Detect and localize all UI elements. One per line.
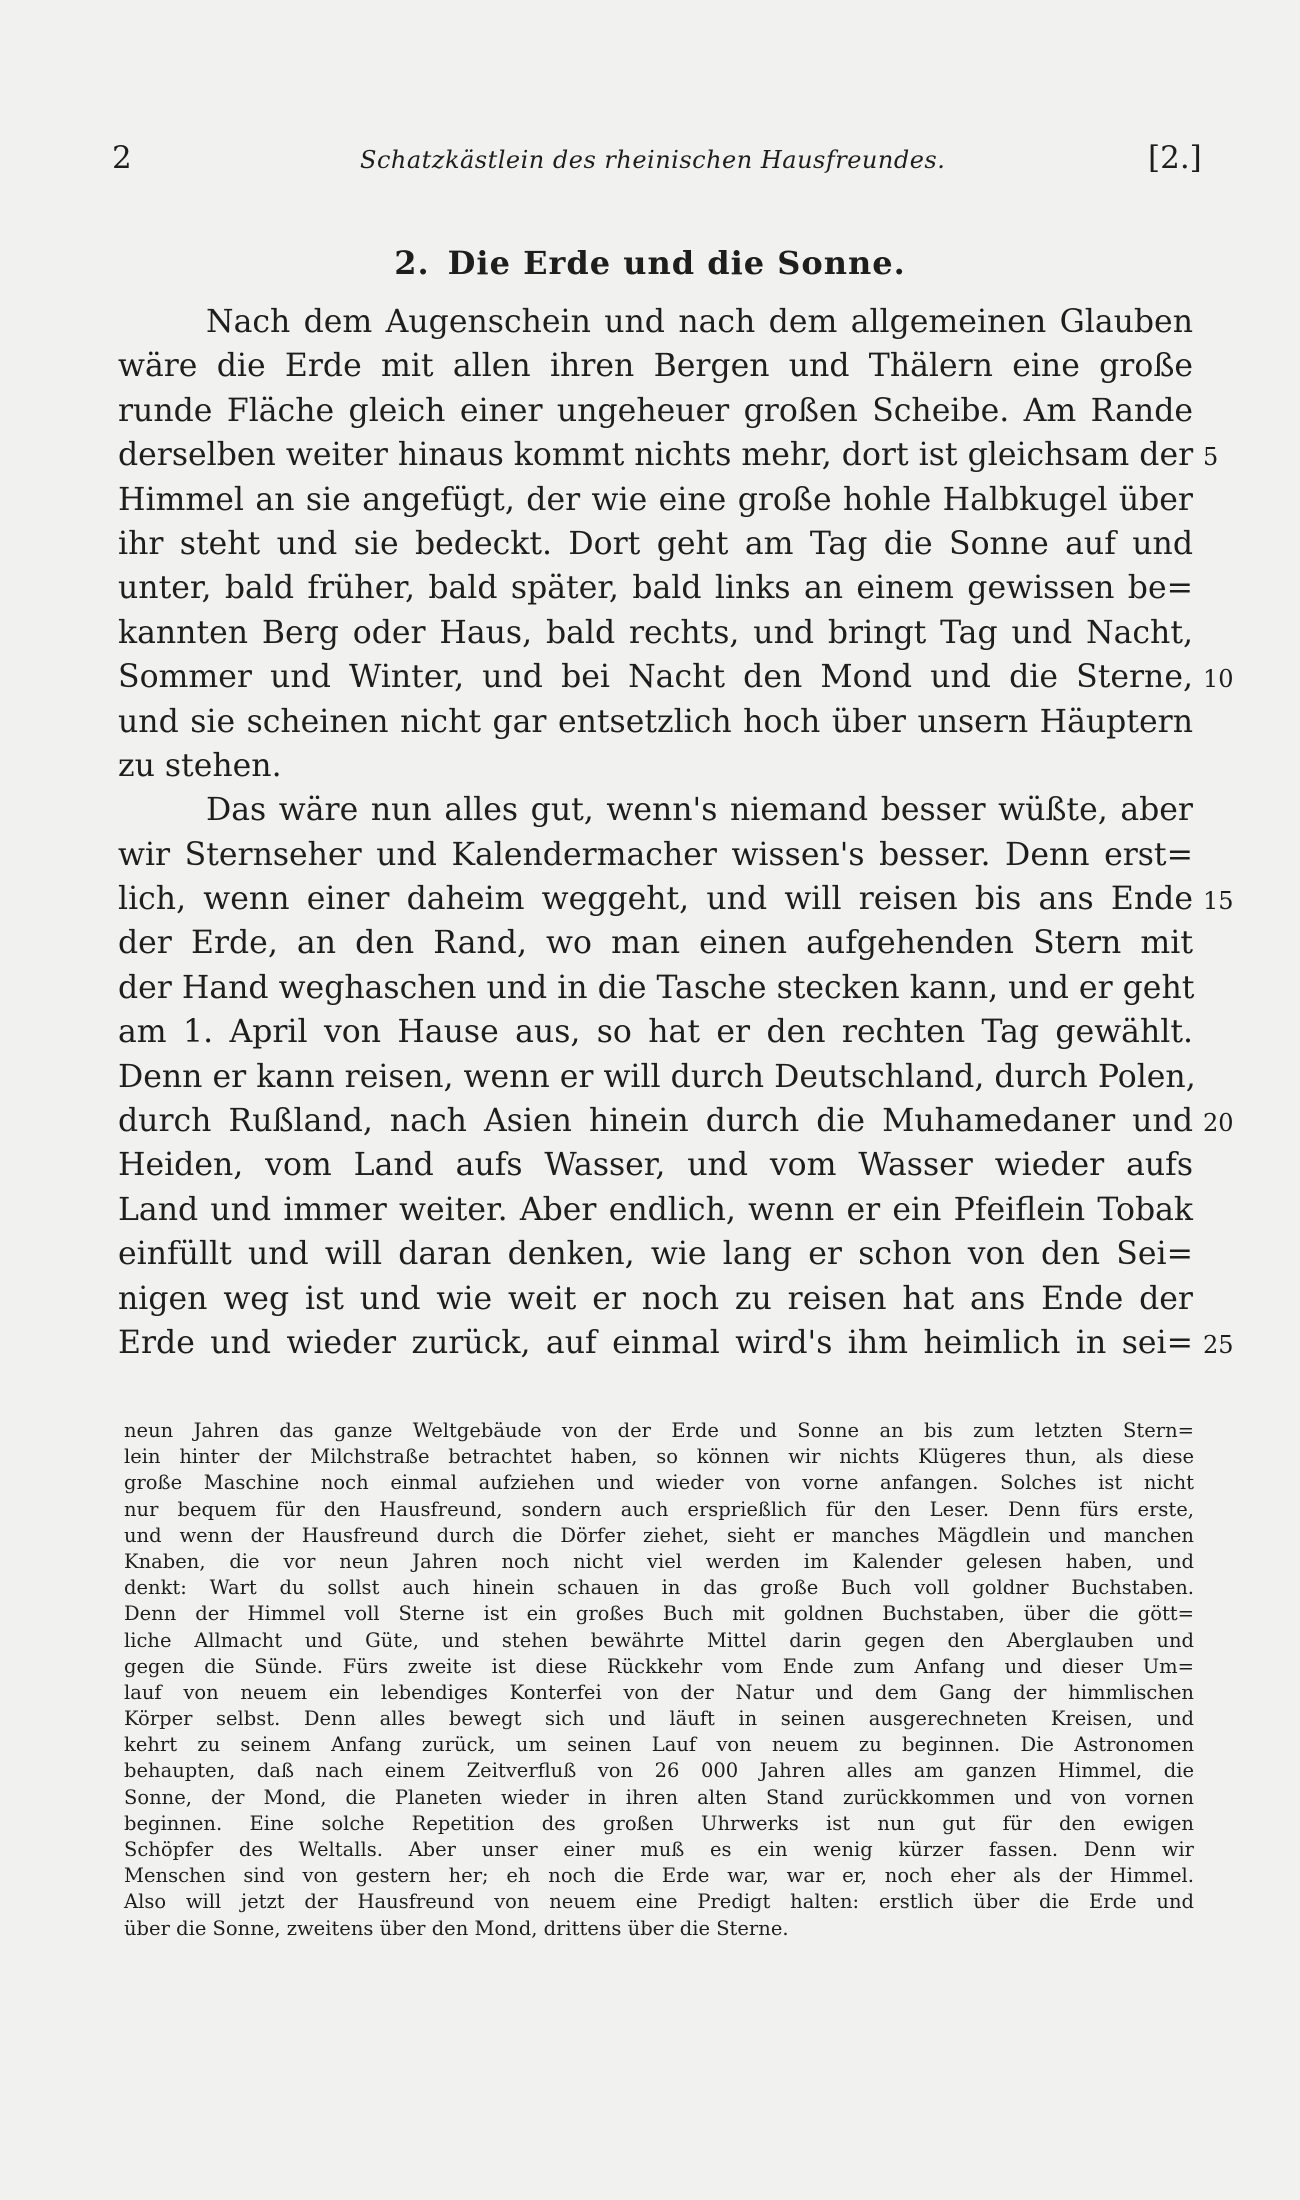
text-line bbox=[118, 1143, 1193, 1187]
text-line-content: ihr steht und sie bedeckt. Dort geht am Tag die Sonne auf und bbox=[118, 525, 1193, 562]
text-line-content: unter, bald früher, bald später, bald links an einem gewissen be= bbox=[118, 570, 1193, 607]
text-line-content: wäre die Erde mit allen ihren Bergen und Thälern eine große bbox=[118, 348, 1193, 385]
text-line bbox=[118, 1321, 1234, 1365]
text-line bbox=[118, 389, 1193, 433]
footnote-line: Schöpfer des Weltalls. Aber unser einer muß es ein wenig kürzer fassen. Denn wir bbox=[124, 1838, 1194, 1861]
footnote-line: liche Allmacht und Güte, und stehen bewährte Mittel darin gegen den Aberglauben und bbox=[124, 1628, 1194, 1652]
text-line bbox=[118, 1055, 1196, 1099]
text-line bbox=[118, 300, 1193, 344]
text-line bbox=[118, 433, 1219, 477]
footnote-line: Knaben, die vor neun Jahren noch nicht viel werden im Kalender gelesen haben, und bbox=[124, 1549, 1194, 1573]
line-number: 20 bbox=[1203, 1109, 1234, 1138]
footnote-line: Denn der Himmel voll Sterne ist ein großes Buch mit goldnen Buchstaben, über die gött= bbox=[124, 1602, 1194, 1626]
footnote-line: denkt: Wart du sollst auch hinein schauen in das große Buch voll goldner Buchstaben. bbox=[124, 1576, 1194, 1600]
text-line-content: Heiden, vom Land aufs Wasser, und vom Wasser wieder aufs bbox=[118, 1147, 1193, 1184]
text-line bbox=[118, 522, 1193, 566]
text-line bbox=[118, 877, 1234, 921]
text-line-content: Sommer und Winter, und bei Nacht den Mond und die Sterne, bbox=[118, 659, 1193, 696]
text-line-content: und sie scheinen nicht gar entsetzlich hoch über unsern Häuptern bbox=[118, 703, 1193, 740]
text-line-content: der Hand weghaschen und in die Tasche stecken kann, und er geht bbox=[118, 969, 1195, 1006]
section-heading bbox=[0, 244, 1300, 282]
footnote-line: lein hinter der Milchstraße betrachtet haben, so können wir nichts Klügeres thun, als diese bbox=[124, 1445, 1194, 1469]
footnote-line: große Maschine noch einmal aufziehen und wieder von vorne anfangen. Solches ist nicht bbox=[124, 1471, 1194, 1495]
text-line-content: wir Sternseher und Kalendermacher wissen's besser. Denn erst= bbox=[118, 836, 1193, 873]
text-line-content: Nach dem Augenschein und nach dem allgemeinen Glauben bbox=[206, 304, 1193, 340]
text-line bbox=[118, 788, 1193, 832]
text-line bbox=[118, 833, 1193, 877]
text-line-content: Denn er kann reisen, wenn er will durch Deutschland, durch Polen, bbox=[118, 1058, 1196, 1095]
footnote-line: kehrt zu seinem Anfang zurück, um seinen Lauf von neuem zu beginnen. Die Astronomen bbox=[124, 1733, 1194, 1757]
text-line bbox=[118, 1099, 1234, 1143]
section-reference: [2.] bbox=[1148, 140, 1202, 176]
text-line-content: lich, wenn einer daheim weggeht, und will reisen bis ans Ende bbox=[118, 881, 1193, 918]
text-line-content: durch Rußland, nach Asien hinein durch die Muhamedaner und bbox=[118, 1103, 1193, 1140]
footnote-line: nur bequem für den Hausfreund, sondern auch ersprießlich für den Leser. Denn fürs erste, bbox=[124, 1497, 1194, 1521]
line-number: 5 bbox=[1203, 443, 1219, 472]
footnote-line: behaupten, daß nach einem Zeitverfluß von 26 000 Jahren alles am ganzen Himmel, die bbox=[124, 1759, 1194, 1783]
text-line-content: runde Fläche gleich einer ungeheuer großen Scheibe. Am Rande bbox=[118, 392, 1193, 429]
footnote-line: Also will jetzt der Hausfreund von neuem eine Predigt halten: erstlich über die Erde und bbox=[124, 1890, 1194, 1914]
footnote-line: Sonne, der Mond, die Planeten wieder in ihren alten Stand zurückkommen und von vornen bbox=[124, 1785, 1194, 1809]
text-line bbox=[118, 1232, 1193, 1276]
footnote-line: gegen die Sünde. Fürs zweite ist diese Rückkehr vom Ende zum Anfang und dieser Um= bbox=[124, 1654, 1194, 1678]
footnote-line: neun Jahren das ganze Weltgebäude von der Erde und Sonne an bis zum letzten Stern= bbox=[124, 1419, 1194, 1442]
text-line-content: Erde und wieder zurück, auf einmal wird's ihm heimlich in sei= bbox=[118, 1324, 1193, 1361]
text-line bbox=[118, 921, 1193, 965]
text-line bbox=[118, 744, 1193, 788]
text-line bbox=[118, 611, 1193, 655]
text-line bbox=[118, 966, 1193, 1010]
text-line-content: der Erde, an den Rand, wo man einen aufgehenden Stern mit bbox=[118, 925, 1193, 962]
body-text bbox=[118, 300, 1234, 1365]
text-line-content: zu stehen. bbox=[118, 747, 282, 784]
text-line bbox=[118, 700, 1193, 744]
text-line-content: nigen weg ist und wie weit er noch zu reisen hat ans Ende der bbox=[118, 1280, 1193, 1317]
section-title: Die Erde und die Sonne. bbox=[447, 244, 906, 282]
text-line bbox=[118, 655, 1234, 699]
footnote-line: und wenn der Hausfreund durch die Dörfer ziehet, sieht er manches Mägdlein und manchen bbox=[124, 1523, 1194, 1547]
line-number: 15 bbox=[1203, 887, 1234, 916]
text-line-content: Himmel an sie angefügt, der wie eine große hohle Halbkugel über bbox=[118, 481, 1193, 518]
text-line bbox=[118, 566, 1193, 610]
footnote-line: über die Sonne, zweitens über den Mond, drittens über die Sterne. bbox=[124, 1916, 789, 1940]
footnote-line: Menschen sind von gestern her; eh noch die Erde war, war er, noch eher als der Himmel. bbox=[124, 1864, 1194, 1888]
text-line bbox=[118, 1277, 1193, 1321]
page-number: 2 bbox=[112, 140, 132, 176]
footnote-line: beginnen. Eine solche Repetition des großen Uhrwerks ist nun gut für den ewigen bbox=[124, 1811, 1194, 1835]
footnote-line: Körper selbst. Denn alles bewegt sich und läuft in seinen ausgerechneten Kreisen, und bbox=[124, 1707, 1194, 1731]
text-line-content: derselben weiter hinaus kommt nichts mehr, dort ist gleichsam der bbox=[118, 437, 1194, 474]
text-line bbox=[118, 1010, 1193, 1054]
text-line-content: Land und immer weiter. Aber endlich, wenn er ein Pfeiflein Tobak bbox=[118, 1191, 1193, 1228]
text-line bbox=[118, 1188, 1193, 1232]
line-number: 10 bbox=[1203, 665, 1234, 694]
text-line bbox=[118, 344, 1193, 388]
text-line-content: einfüllt und will daran denken, wie lang er schon von den Sei= bbox=[118, 1236, 1193, 1273]
running-head bbox=[0, 140, 1300, 180]
text-line-content: Das wäre nun alles gut, wenn's niemand besser wüßte, aber bbox=[206, 792, 1193, 829]
running-head-title: Schatzkästlein des rheinischen Hausfreundes. bbox=[360, 146, 946, 174]
text-line-content: kannten Berg oder Haus, bald rechts, und bringt Tag und Nacht, bbox=[118, 614, 1193, 651]
footnote-line: lauf von neuem ein lebendiges Konterfei von der Natur und dem Gang der himmlischen bbox=[124, 1680, 1194, 1704]
line-number: 25 bbox=[1203, 1330, 1234, 1359]
section-number: 2. bbox=[394, 244, 430, 282]
text-line-content: am 1. April von Hause aus, so hat er den rechten Tag gewählt. bbox=[118, 1014, 1193, 1051]
footnote bbox=[124, 1418, 1194, 1942]
text-line bbox=[118, 478, 1193, 522]
